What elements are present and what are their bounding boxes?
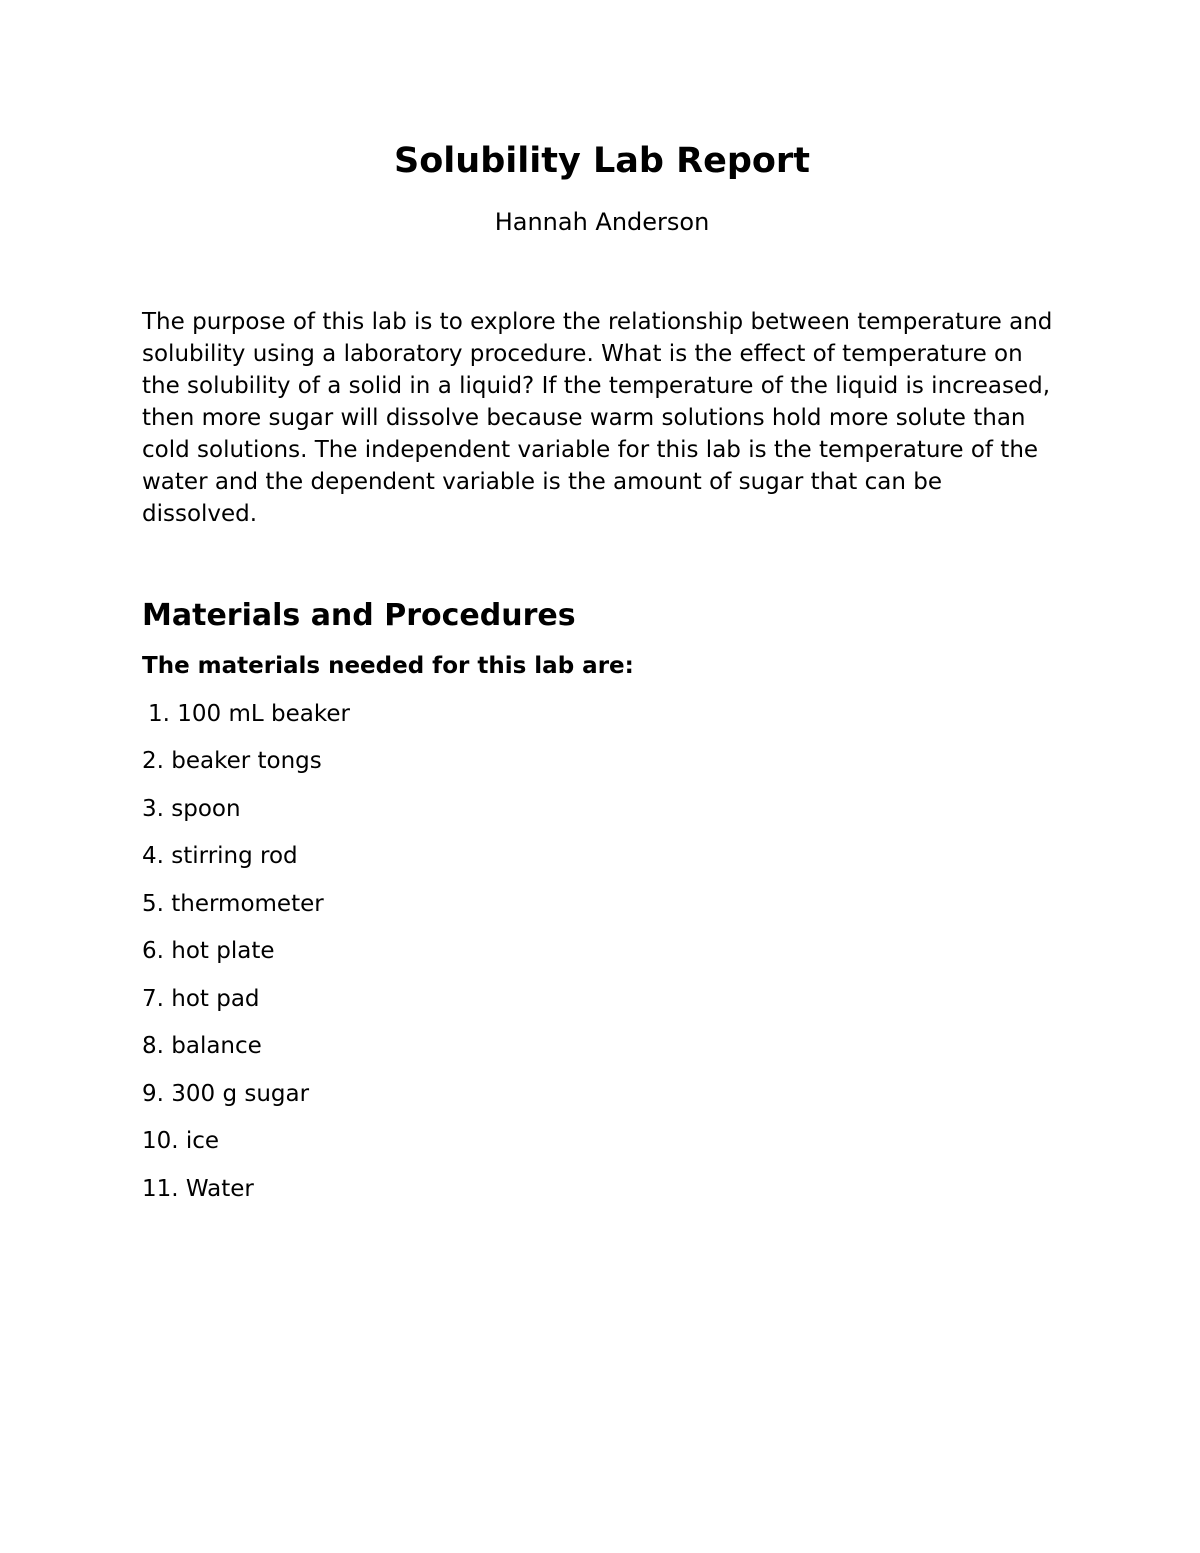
list-item: 2. beaker tongs bbox=[142, 748, 322, 774]
intro-paragraph: The purpose of this lab is to explore the relationship between temperature and solubility using a laboratory procedure. What is the effect of temperature on the solubility of a solid in a liquid? If the temperature of the liquid is increased, then more sugar will dissolve because warm solutions hold more solute than cold solutions. The independent variable for this lab is the temperature of the water and the dependent variable is the amount of sugar that can be dissolved. bbox=[142, 309, 1053, 527]
list-item: 4. stirring rod bbox=[142, 843, 298, 869]
document-author: Hannah Anderson bbox=[494, 208, 710, 236]
materials-list bbox=[142, 698, 1062, 1205]
list-item: 8. balance bbox=[142, 1033, 262, 1059]
document-title: Solubility Lab Report bbox=[394, 141, 810, 181]
materials-section-heading: Materials and Procedures bbox=[142, 598, 576, 633]
list-item: 7. hot pad bbox=[142, 985, 260, 1012]
list-item: 1. 100 mL beaker bbox=[148, 700, 350, 727]
list-item: 6. hot plate bbox=[142, 938, 275, 964]
list-item: 11. Water bbox=[142, 1175, 254, 1202]
materials-intro: The materials needed for this lab are: bbox=[142, 653, 634, 679]
list-item: 9. 300 g sugar bbox=[142, 1080, 310, 1107]
list-item: 3. spoon bbox=[142, 795, 241, 822]
list-item: 5. thermometer bbox=[142, 890, 324, 917]
list-item: 10. ice bbox=[142, 1128, 220, 1154]
